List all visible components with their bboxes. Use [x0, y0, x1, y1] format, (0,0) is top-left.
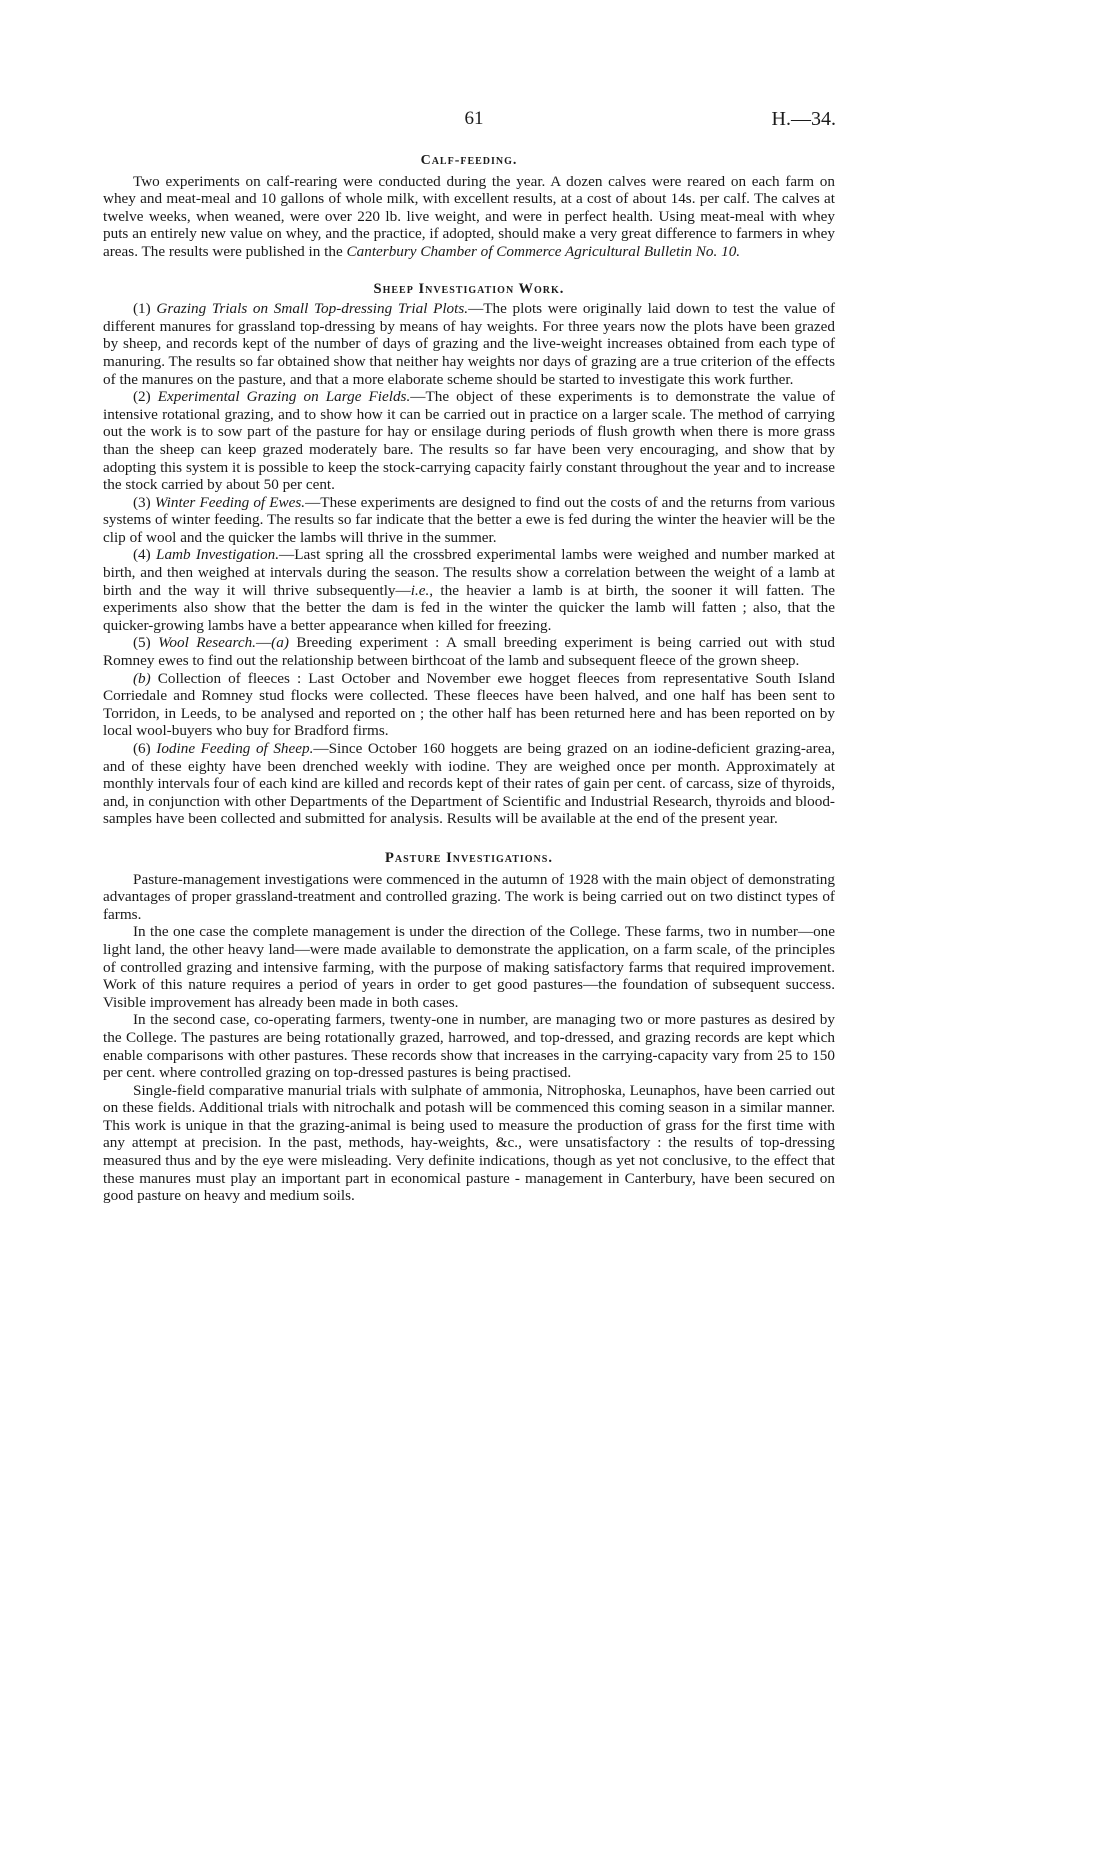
item-text: , the heavier a lamb is at birth, the sooner it will fatten. The experiments also show that the better the dam is fed in the winter the quicker the lamb will fatten ; also, that the quicker-growing lambs have a better appearance when killed for freezing. — [103, 581, 836, 634]
item-number: (4) — [133, 546, 151, 564]
page-header — [0, 108, 948, 136]
calf-bulletin-title: Canterbury Chamber of Commerce Agricultural Bulletin No. 10. — [346, 242, 741, 260]
pasture-paragraph-1: Pasture-management investigations were commenced in the autumn of 1928 with the main object of demonstrating advantages of proper grassland-treatment and controlled grazing. The work is being carried out on two distinct types of farms. — [103, 870, 835, 923]
sheep-item-4 — [103, 546, 835, 634]
page-number: 61 — [464, 108, 484, 129]
pasture-paragraph-3: In the second case, co-operating farmers, twenty-one in number, are managing two or more pastures as desired by the College. The pastures are being rotationally grazed, harrowed, and top-dressed, and grazing records are kept which enable comparisons with other pastures. These records show that increases in the carrying-capacity vary from 25 to 150 per cent. where controlled grazing on top-dressed pastures is being practised. — [103, 1011, 835, 1082]
section-heading-pasture: Pasture Investigations. — [385, 849, 553, 866]
calf-paragraph — [103, 173, 835, 261]
item-sub-a: (a) — [271, 634, 289, 652]
calf-text: Two experiments on calf-rearing were conducted during the year. A dozen calves were reared on each farm on whey and meat-meal and 10 gallons of whole milk, with excellent results, at a cost of about 14s. per calf. The calves at twelve weeks, when weaned, were over 220 lb. live weight, and were in perfect health. Using meat-meal with whey puts an entirely new value on whey, and the practice, if adopted, should make a very great difference to farmers in whey areas. The results were published in the — [103, 172, 835, 260]
section-heading-sheep: Sheep Investigation Work. — [373, 280, 565, 297]
sheep-item-3 — [103, 494, 835, 547]
sheep-item-5b — [103, 670, 835, 740]
item-dash: — — [255, 634, 272, 652]
sheep-item-1 — [103, 300, 835, 388]
page-body — [103, 152, 835, 1205]
item-text: Collection of fleeces : Last October and November ewe hogget fleeces from representative South Island Corriedale and Romney stud flocks were collected. These fleeces have been halved, and one half has been sent to Torridon, in Leeds, to be analysed and reported on ; the other half has been returned here and has been reported on by local wool-buyers who buy for Bradford firms. — [103, 669, 835, 740]
sheep-item-5 — [103, 634, 835, 669]
item-text: —The plots were originally laid down to test the value of different manures for grassland top-dressing by means of hay weights. For three years now the plots have been grazed by sheep, and records kept of the number of days of grazing and the live-weight increases obtained from each type of manuring. The results so far obtained show that neither hay weights nor days of grazing are a true criterion of the effects of the manures on the pasture, and that a more elaborate scheme should be started to investigate this work further. — [103, 300, 836, 388]
item-number: (6) — [133, 740, 151, 757]
item-number: (5) — [133, 634, 151, 652]
item-title: Experimental Grazing on Large Fields. — [157, 388, 411, 406]
section-heading-calf-feeding: Calf-feeding. — [420, 153, 518, 168]
item-text: —The object of these experiments is to demonstrate the value of intensive rotational grazing, and to show how it can be carried out in practice on a larger scale. The method of carrying out the work is to sow part of the pasture for hay or ensilage during periods of flush growth when there is more grass than the sheep can keep grazed moderately bare. The results so far have been very encouraging, and show that by adopting this system it is possible to keep the stock-carrying capacity fairly constant throughout the year and to increase the stock carried by about 50 per cent. — [103, 388, 836, 494]
item-text: —These experiments are designed to find out the costs of and the returns from various systems of winter feeding. The results so far indicate that the better a ewe is fed during the winter the heavier will be the clip of wool and the quicker the lambs will thrive in the summer. — [103, 493, 836, 546]
item-number: (1) — [133, 300, 151, 318]
pasture-paragraph-4: Single-field comparative manurial trials with sulphate of ammonia, Nitrophoska, Leunaphos, have been carried out on these fields. Additional trials with nitrochalk and potash will be commenced this coming season in a similar manner. This work is unique in that the grazing-animal is being used to measure the production of grass for the first time with any attempt at precision. In the past, methods, hay-weights, &c., were unsatisfactory : the results of top-dressing measured thus and by the eye were misleading. Very definite indications, though as yet not conclusive, to the effect that these manures must play an important part in economical pasture - management in Canterbury, have been secured on good pasture on heavy and medium soils. — [103, 1081, 835, 1205]
document-reference: H.—34. — [771, 108, 836, 130]
item-sub-b: (b) — [133, 669, 151, 687]
pasture-paragraph-2: In the one case the complete management is under the direction of the College. These farms, two in number—one light land, the other heavy land—were made available to demonstrate the application, on a farm scale, of the principles of controlled grazing and intensive farming, with the purpose of making satisfactory farms that required improvement. Work of this nature requires a period of years in order to get good pastures—the foundation of subsequent success. Visible improvement has already been made in both cases. — [103, 923, 835, 1011]
item-title: Grazing Trials on Small Top-dressing Trial Plots. — [156, 300, 469, 318]
item-title: Winter Feeding of Ewes. — [154, 493, 306, 511]
item-title: Wool Research. — [158, 634, 256, 652]
item-number: (3) — [133, 493, 151, 511]
sheep-item-6 — [103, 740, 835, 828]
item-ie: i.e. — [410, 581, 430, 599]
item-text: —Since October 160 hoggets are being grazed on an iodine-deficient grazing-area, and of these eighty have been drenched weekly with iodine. They are weighed once per month. Approximately at monthly intervals four of each kind are killed and records kept of their rates of gain per cent. of carcass, size of thyroids, and, in conjunction with other Departments of the Department of Scientific and Industrial Research, thyroids and blood-samples have been collected and submitted for analysis. Results will be available at the end of the present year. — [103, 740, 835, 828]
item-title: Iodine Feeding of Sheep. — [156, 740, 314, 757]
item-text: Breeding experiment : A small breeding experiment is being carried out with stud Romney ewes to find out the relationship between birthcoat of the lamb and subsequent fleece of the grown sheep. — [103, 634, 835, 670]
item-text: —Last spring all the crossbred experimental lambs were weighed and number marked at birth, and then weighed at intervals during the season. The results show a correlation between the weight of a lamb at birth and the way it will thrive subsequently— — [103, 546, 835, 599]
sheep-item-2 — [103, 388, 835, 494]
item-number: (2) — [133, 388, 151, 406]
item-title: Lamb Investigation. — [156, 546, 279, 564]
